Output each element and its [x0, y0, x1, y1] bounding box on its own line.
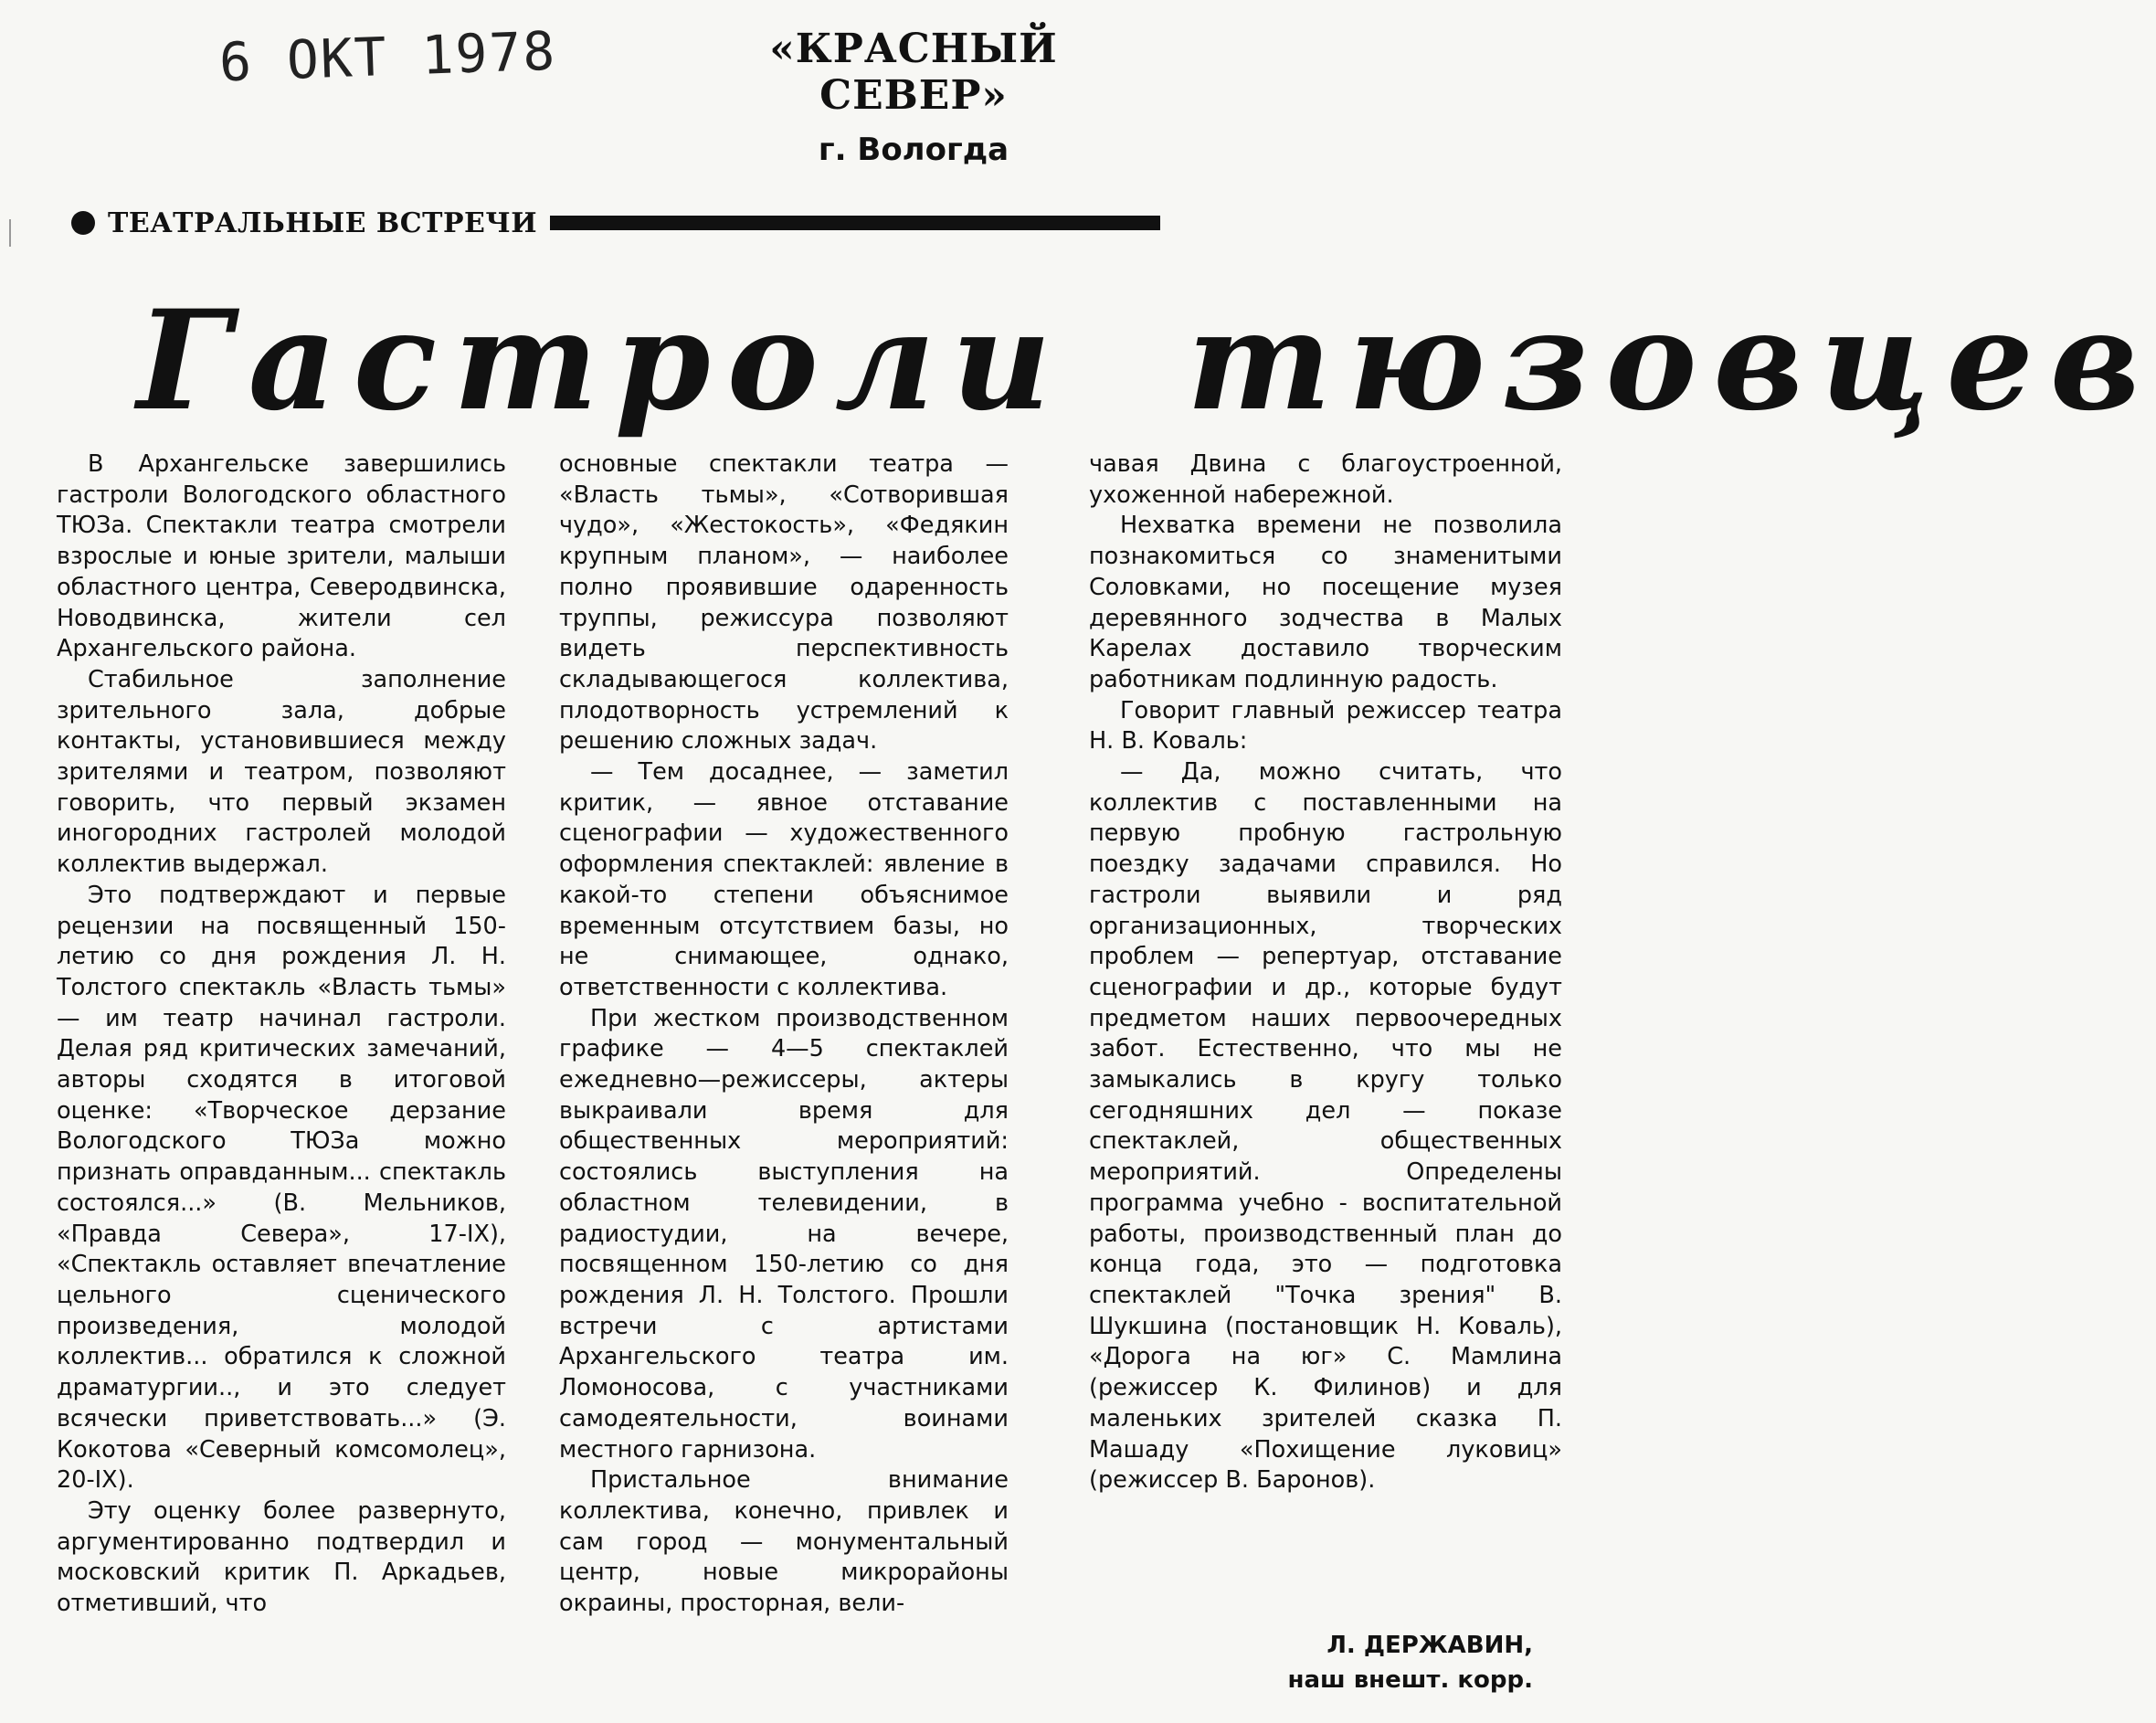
article-paragraph: Это подтверждают и первые рецензии на посвященный 150-летию со дня рождения Л. Н. Толстого спектакль «Власть тьмы» — им театр начинал гастроли. Делая ряд критических замечаний, авторы сходятся в итоговой оценке: «Творческое дерзание Вологодского ТЮЗа можно признать оправданным... спектакль состоялся...» (В. Мельников, «Правда Севера», 17-IX), «Спектакль оставляет впечатление цельного сценического произведения, молодой коллектив... обратился к сложной драматургии.., и это следует всячески приветствовать...» (Э. Кокотова «Северный комсомолец», 20-IX).	[57, 881, 506, 1495]
article-paragraph: Стабильное заполнение зрительного зала, добрые контакты, установившиеся между зрителями и театром, позволяют говорить, что первый экзамен иногородних гастролей молодой коллектив выдержал.	[57, 665, 506, 879]
author-signature	[1089, 1628, 1533, 1697]
rubric-rule	[550, 216, 1160, 230]
article-paragraph: Нехватка времени не позволила познакомиться со знаменитыми Соловками, но посещение музея деревянного зодчества в Малых Карелах доставило творческим работникам подлинную радость.	[1089, 512, 1562, 693]
article-paragraph: чавая Двина с благоустроенной, ухоженной набережной.	[1089, 450, 1562, 509]
newspaper-name: «КРАСНЫЙ СЕВЕР»	[769, 26, 1058, 119]
newspaper-stamp	[703, 26, 1124, 168]
article-column-1	[57, 449, 506, 1620]
rubric-header	[71, 203, 1160, 243]
article-paragraph: Говорит главный режиссер театра Н. В. Коваль:	[1089, 696, 1562, 756]
scan-edge-mark	[9, 219, 11, 247]
article-paragraph: — Да, можно считать, что коллектив с поставленными на первую пробную гастрольную поездку задачами справился. Но гастроли выявили и ряд организационных, творческих проблем — репертуар, отставание сценографии и др., которые будут предметом наших первоочередных забот. Естественно, что мы не замыкались в кругу только сегодняшних дел — показе спектаклей, общественных мероприятий. Определены программа учебно - воспитательной работы, производственный план до конца года, это — подготовка спектаклей "Точка зрения" В. Шукшина (постановщик Н. Коваль), «Дорога на юг» С. Мамлина (режиссер К. Филинов) и для маленьких зрителей сказка П. Машаду «Похищение луковиц» (режиссер В. Баронов).	[1089, 758, 1562, 1495]
article-paragraph: При жестком производственном графике — 4—5 спектаклей ежедневно—режиссеры, актеры выкраивали время для общественных мероприятий: состоялись выступления на областном телевидении, в радиостудии, на вечере, посвященном 150-летию со дня рождения Л. Н. Толстого. Прошли встречи с артистами Архангельского театра им. Ломоносова, с участниками самодеятельности, воинами местного гарнизона.	[559, 1004, 1009, 1464]
rubric-label: ТЕАТРАЛЬНЫЕ ВСТРЕЧИ	[108, 206, 538, 239]
article-paragraph: — Тем досаднее, — заметил критик, — явное отставание сценографии — художественного оформления спектаклей: явление в какой-то степени объяснимое временным отсутствием базы, но не снимающее, однако, ответственности с коллектива.	[559, 758, 1009, 1001]
author-role: наш внешт. корр.	[1287, 1666, 1533, 1694]
article-paragraph: Эту оценку более развернуто, аргументированно подтвердил и московский критик П. Аркадьев, отметивший, что	[57, 1496, 506, 1618]
article-paragraph: Пристальное внимание коллектива, конечно, привлек и сам город — монументальный центр, новые микрорайоны окраины, просторная, вели-	[559, 1466, 1009, 1618]
article-paragraph: В Архангельске завершились гастроли Вологодского областного ТЮЗа. Спектакли театра смотрели взрослые и юные зрители, малыши областного центра, Северодвинска, Новодвинска, жители сел Архангельского района.	[57, 450, 506, 663]
article-column-3	[1089, 449, 1562, 1496]
article-paragraph: основные спектакли театра — «Власть тьмы», «Сотворившая чудо», «Жестокость», «Федякин крупным планом», — наиболее полно проявившие одаренность труппы, режиссура позволяют видеть перспективность складывающегося коллектива, плодотворность устремлений к решению сложных задач.	[559, 450, 1009, 756]
article-column-2	[559, 449, 1009, 1620]
author-name: Л. ДЕРЖАВИН,	[1326, 1632, 1533, 1659]
article-headline: Гастроли тюзовцев	[137, 280, 2156, 441]
newspaper-city: г. Вологда	[818, 132, 1009, 168]
bullet-icon	[71, 211, 95, 235]
date-stamp: 6 ОКТ 1978	[217, 19, 558, 94]
